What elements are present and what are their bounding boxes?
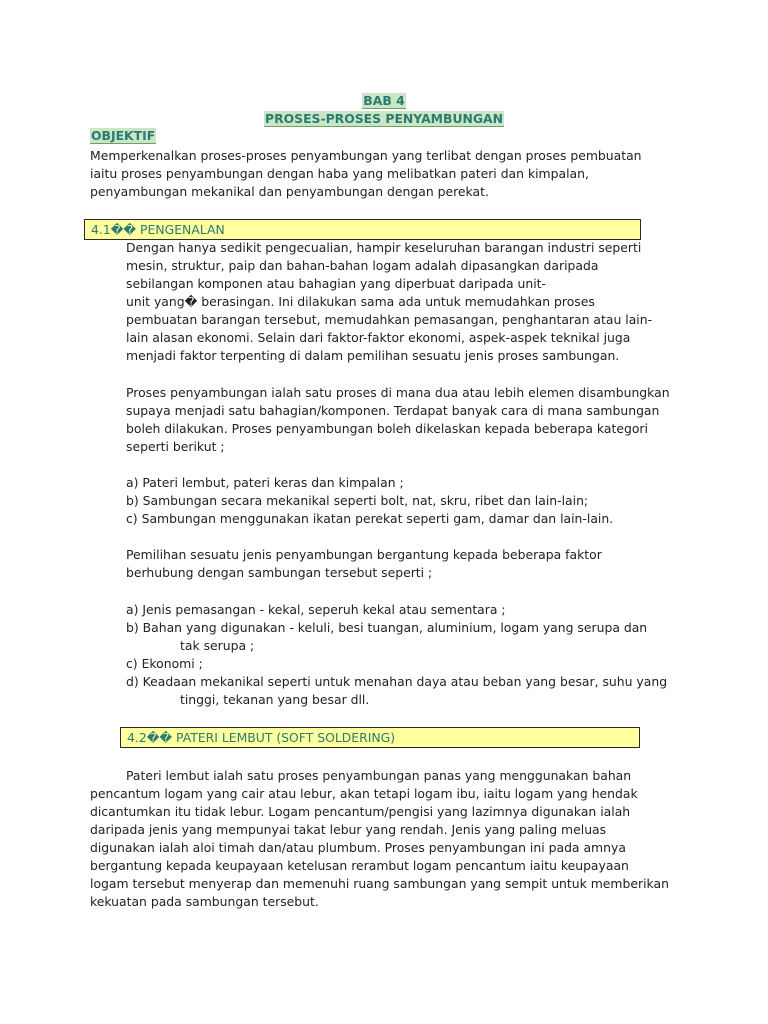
objective-heading-line xyxy=(90,127,156,145)
objective-heading: OBJEKTIF xyxy=(91,128,156,143)
paragraph-line: supaya menjadi satu bahagian/komponen. Terdapat banyak cara di mana sambungan xyxy=(126,403,660,418)
paragraph-line: lain alasan ekonomi. Selain dari faktor-faktor ekonomi, aspek-aspek teknikal juga xyxy=(126,330,631,345)
section-heading-box-pengenalan xyxy=(84,219,641,240)
list-item: a) Jenis pemasangan - kekal, seperuh kekal atau sementara ; xyxy=(126,602,506,617)
objective-line: Memperkenalkan proses-proses penyambungan yang terlibat dengan proses pembuatan xyxy=(90,148,642,163)
section-heading-pengenalan: 4.1�� PENGENALAN xyxy=(91,222,225,237)
paragraph-line: seperti berikut ; xyxy=(126,439,225,454)
paragraph-line: digunakan ialah aloi timah dan/atau plumbum. Proses penyambungan ini pada amnya xyxy=(90,840,626,855)
objective-line: penyambungan mekanikal dan penyambungan dengan perekat. xyxy=(90,184,489,199)
chapter-label: BAB 4 xyxy=(363,93,405,108)
list-item-continuation: tak serupa ; xyxy=(180,638,255,653)
paragraph-line: unit yang� berasingan. Ini dilakukan sama ada untuk memudahkan proses xyxy=(126,294,595,309)
section-heading-box-pateri-lembut xyxy=(120,727,640,748)
list-item: b) Sambungan secara mekanikal seperti bolt, nat, skru, ribet dan lain-lain; xyxy=(126,493,589,508)
paragraph-line: mesin, struktur, paip dan bahan-bahan logam adalah dipasangkan daripada xyxy=(126,258,599,273)
list-item-continuation: tinggi, tekanan yang besar dll. xyxy=(180,692,370,707)
objective-line: iaitu proses penyambungan dengan haba yang melibatkan pateri dan kimpalan, xyxy=(90,166,589,181)
paragraph-line: pencantum logam yang cair atau lebur, akan tetapi logam ibu, iaitu logam yang hendak xyxy=(90,786,638,801)
chapter-title: PROSES-PROSES PENYAMBUNGAN xyxy=(264,111,504,126)
paragraph-line: Pemilihan sesuatu jenis penyambungan bergantung kepada beberapa faktor xyxy=(126,547,602,562)
list-item: d) Keadaan mekanikal seperti untuk menahan daya atau beban yang besar, suhu yang xyxy=(126,674,668,689)
paragraph-line: kekuatan pada sambungan tersebut. xyxy=(90,894,319,909)
paragraph-line: sebilangan komponen atau bahagian yang diperbuat daripada unit- xyxy=(126,276,546,291)
paragraph-line: Pateri lembut ialah satu proses penyambungan panas yang menggunakan bahan xyxy=(126,768,632,783)
list-item: c) Ekonomi ; xyxy=(126,656,203,671)
paragraph-line: Dengan hanya sedikit pengecualian, hampir keseluruhan barangan industri seperti xyxy=(126,240,642,255)
list-item: c) Sambungan menggunakan ikatan perekat seperti gam, damar dan lain-lain. xyxy=(126,511,614,526)
list-item: b) Bahan yang digunakan - keluli, besi tuangan, aluminium, logam yang serupa dan xyxy=(126,620,648,635)
list-item: a) Pateri lembut, pateri keras dan kimpalan ; xyxy=(126,475,404,490)
paragraph-line: pembuatan barangan tersebut, memudahkan pemasangan, penghantaran atau lain- xyxy=(126,312,653,327)
section-heading-pateri-lembut: 4.2�� PATERI LEMBUT (SOFT SOLDERING) xyxy=(127,730,396,745)
paragraph-line: daripada jenis yang mempunyai takat lebur yang rendah. Jenis yang paling meluas xyxy=(90,822,607,837)
paragraph-line: bergantung kepada keupayaan ketelusan rerambut logam pencantum iaitu keupayaan xyxy=(90,858,629,873)
title-block xyxy=(0,92,768,128)
paragraph-line: Proses penyambungan ialah satu proses di mana dua atau lebih elemen disambungkan xyxy=(126,385,670,400)
paragraph-line: dicantumkan itu tidak lebur. Logam pencantum/pengisi yang lazimnya digunakan ialah xyxy=(90,804,631,819)
paragraph-line: boleh dilakukan. Proses penyambungan boleh dikelaskan kepada beberapa kategori xyxy=(126,421,648,436)
paragraph-line: menjadi faktor terpenting di dalam pemilihan sesuatu jenis proses sambungan. xyxy=(126,348,620,363)
paragraph-line: berhubung dengan sambungan tersebut seperti ; xyxy=(126,565,433,580)
paragraph-line: logam tersebut menyerap dan memenuhi ruang sambungan yang sempit untuk memberikan xyxy=(90,876,669,891)
